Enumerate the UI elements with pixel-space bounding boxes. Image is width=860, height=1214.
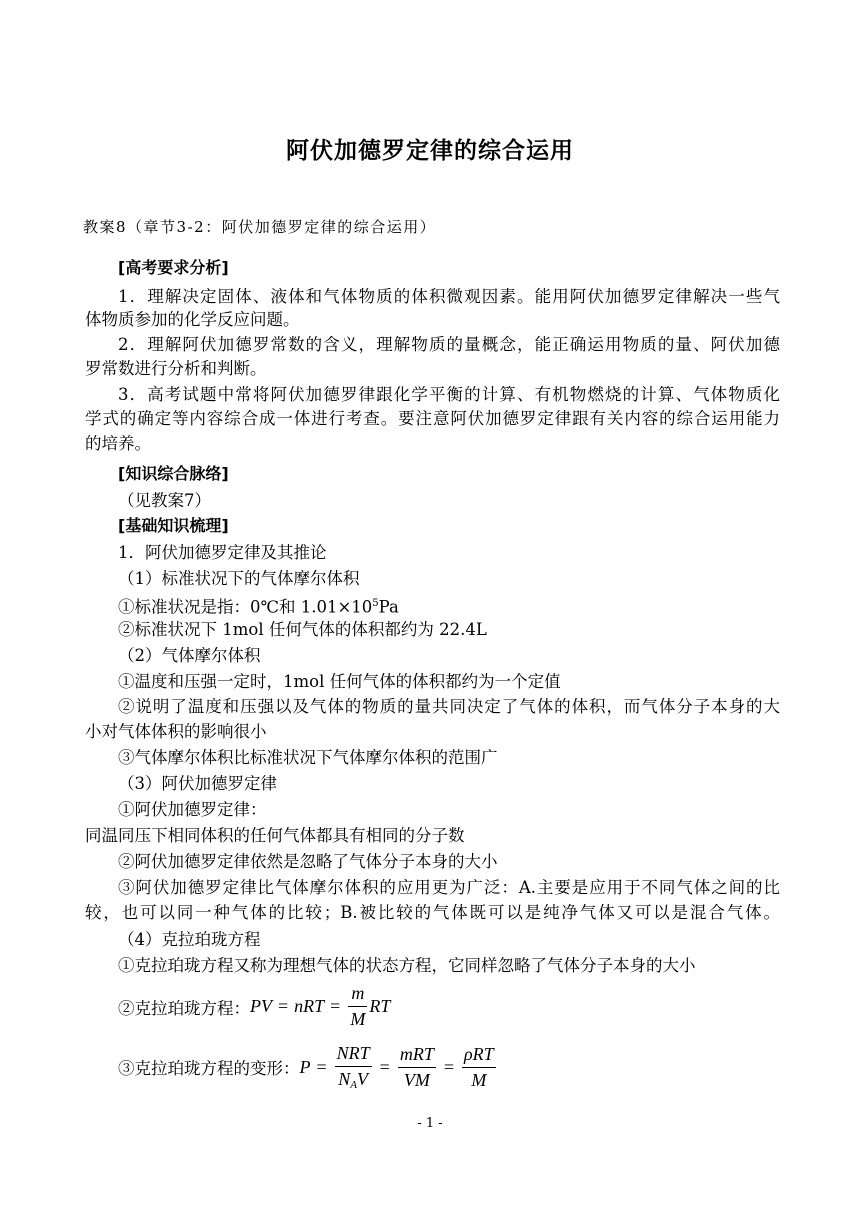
- paragraph-line: 学式的确定等内容综合成一体进行考查。要注意阿伏加德罗定律跟有关内容的综合运用能力: [85, 409, 780, 428]
- denominator: M: [350, 1009, 366, 1029]
- numerator: NRT: [335, 1043, 372, 1067]
- paragraph-line: 罗常数进行分析和判断。: [85, 359, 267, 378]
- page-number: - 1 -: [417, 1116, 443, 1131]
- paragraph-line: ①阿伏加德罗定律：: [118, 800, 267, 819]
- paragraph-line: ②说明了温度和压强以及气体的物质的量共同决定了气体的体积，而气体分子本身的大: [118, 697, 780, 716]
- paragraph-line: （4）克拉珀珑方程: [118, 930, 261, 949]
- lesson-subtitle: 教案8（章节3-2：阿伏加德罗定律的综合运用）: [83, 218, 437, 236]
- formula-line: [118, 983, 390, 1030]
- formula-term: RT: [369, 996, 391, 1016]
- superscript: 5: [372, 598, 379, 609]
- fraction: [398, 1044, 436, 1091]
- clapeyron-equation: [250, 983, 390, 1030]
- paragraph-line: 体物质参加的化学反应问题。: [85, 310, 300, 329]
- numerator: m: [348, 983, 367, 1007]
- section-requirements: [高考要求分析]: [118, 258, 229, 277]
- equals-sign: =: [278, 996, 289, 1016]
- paragraph-line: ②标准状况下 1mol 任何气体的体积都约为 22.4L: [118, 620, 487, 639]
- numerator: mRT: [398, 1044, 436, 1068]
- denominator: VM: [403, 1069, 430, 1090]
- paragraph-line: 较，也可以同一种气体的比较；B.被比较的气体既可以是纯净气体又可以是混合气体。: [85, 903, 780, 922]
- formula-label: ③克拉珀珑方程的变形：: [118, 1059, 300, 1078]
- paragraph-line: （2）气体摩尔体积: [118, 646, 261, 665]
- paragraph-line: 的培养。: [85, 434, 151, 453]
- formula-label: ②克拉珀珑方程：: [118, 998, 250, 1018]
- paragraph-line: 1．阿伏加德罗定律及其推论: [118, 543, 327, 562]
- paragraph-line: ③阿伏加德罗定律比气体摩尔体积的应用更为广泛：A.主要是应用于不同气体之间的比: [118, 878, 780, 897]
- denominator-term: N: [338, 1069, 351, 1089]
- denominator: [335, 1067, 372, 1091]
- fraction: [462, 1044, 496, 1091]
- formula-term: PV: [250, 996, 272, 1016]
- paragraph-line: ①温度和压强一定时，1mol 任何气体的体积都约为一个定值: [118, 672, 561, 691]
- section-basics: [基础知识梳理]: [118, 516, 229, 535]
- paragraph-line: ③气体摩尔体积比标准状况下气体摩尔体积的范围广: [118, 748, 498, 767]
- paragraph-line: （3）阿伏加德罗定律: [118, 774, 277, 793]
- paragraph-line: 1．理解决定固体、液体和气体物质的体积微观因素。能用阿伏加德罗定律解决一些气: [118, 287, 780, 306]
- text-segment: Pa: [378, 597, 399, 617]
- paragraph-line: 3．高考试题中常将阿伏加德罗律跟化学平衡的计算、有机物燃烧的计算、气体物质化: [118, 385, 780, 404]
- fraction: [348, 983, 367, 1030]
- denominator-term: V: [357, 1069, 369, 1089]
- paragraph-line: ①克拉珀珑方程又称为理想气体的状态方程，它同样忽略了气体分子本身的大小: [118, 956, 696, 975]
- equals-sign: =: [316, 1056, 327, 1077]
- paragraph-line: （1）标准状况下的气体摩尔体积: [118, 569, 360, 588]
- numerator: ρRT: [462, 1044, 496, 1068]
- formula-line: [118, 1043, 498, 1091]
- paragraph-line: 小对气体体积的影响很小: [85, 722, 267, 741]
- fraction: [335, 1043, 372, 1091]
- subscript: A: [350, 1079, 358, 1091]
- denominator: M: [471, 1069, 487, 1090]
- section-network: [知识综合脉络]: [118, 464, 229, 483]
- text-segment: ①标准状况是指：0℃和 1.01×10: [118, 597, 373, 617]
- paragraph-line: ②阿伏加德罗定律依然是忽略了气体分子本身的大小: [118, 852, 498, 871]
- paragraph-line: [118, 594, 780, 618]
- paragraph-line: 同温同压下相同体积的任何气体都具有相同的分子数: [85, 826, 465, 845]
- equals-sign: =: [330, 996, 341, 1016]
- equals-sign: =: [379, 1056, 390, 1077]
- formula-term: nRT: [294, 996, 325, 1016]
- paragraph-line: 2．理解阿伏加德罗常数的含义，理解物质的量概念，能正确运用物质的量、阿伏加德: [118, 335, 780, 354]
- page-title: 阿伏加德罗定律的综合运用: [286, 138, 574, 164]
- formula-term: P: [299, 1056, 311, 1077]
- paragraph-line: （见教案7）: [118, 491, 211, 510]
- clapeyron-variant-equation: [300, 1043, 498, 1091]
- equals-sign: =: [443, 1056, 454, 1077]
